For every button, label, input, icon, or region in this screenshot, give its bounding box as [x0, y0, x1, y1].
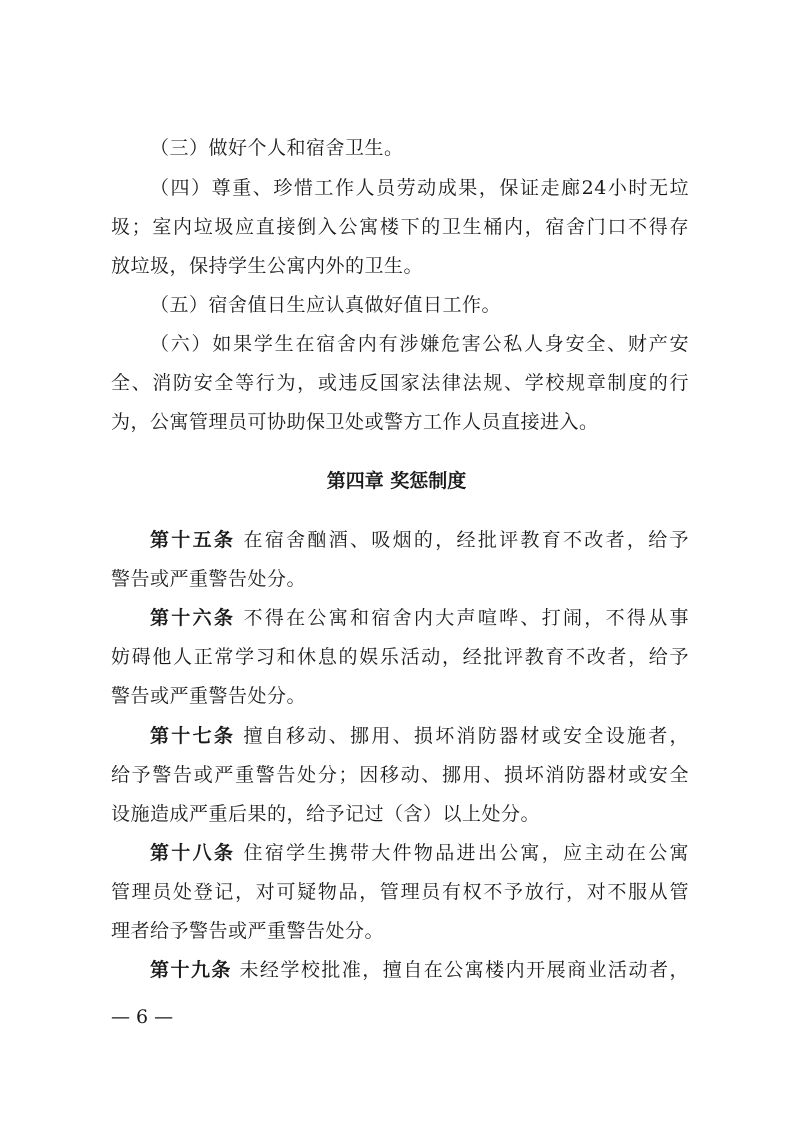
paragraph-6-line-1: （六）如果学生在宿舍内有涉嫌危害公私人身安全、财产安 — [150, 333, 689, 355]
paragraph-6-line-3: 为，公寓管理员可协助保卫处或警方工作人员直接进入。 — [111, 411, 599, 433]
article-15-line-1 — [150, 527, 689, 553]
article-19-text: 未经学校批准，擅自在公寓楼内开展商业活动者， — [231, 959, 689, 981]
article-17-text: 擅自移动、挪用、损坏消防器材或安全设施者， — [235, 725, 689, 747]
paragraph-4-line-1: （四）尊重、珍惜工作人员劳动成果，保证走廊24小时无垃 — [150, 177, 689, 199]
article-17-line-3: 设施造成严重后果的，给予记过（含）以上处分。 — [111, 803, 541, 825]
article-16-line-2: 妨碍他人正常学习和休息的娱乐活动，经批评教育不改者，给予 — [111, 646, 689, 668]
paragraph-3-line-1: （三）做好个人和宿舍卫生。 — [150, 137, 404, 159]
article-15-line-2: 警告或严重警告处分。 — [111, 568, 307, 590]
article-19-label: 第十九条 — [150, 959, 232, 981]
paragraph-5-line-1: （五）宿舍值日生应认真做好值日工作。 — [150, 294, 502, 316]
article-18-line-1 — [150, 840, 689, 866]
paragraph-4-line-3: 放垃圾，保持学生公寓内外的卫生。 — [111, 255, 424, 277]
article-16-label: 第十六条 — [150, 607, 236, 629]
article-16-text: 不得在公寓和宿舍内大声喧哗、打闹，不得从事 — [235, 607, 689, 629]
article-19-line-1 — [150, 957, 689, 983]
article-16-line-1 — [150, 605, 689, 631]
page-number: — 6 — — [111, 1006, 174, 1028]
article-17-line-1 — [150, 723, 689, 749]
article-18-line-3: 理者给予警告或严重警告处分。 — [111, 920, 385, 942]
article-15-label: 第十五条 — [150, 529, 236, 551]
article-17-line-2: 给予警告或严重警告处分；因移动、挪用、损坏消防器材或安全 — [111, 764, 689, 786]
paragraph-4-line-2: 圾；室内垃圾应直接倒入公寓楼下的卫生桶内，宿舍门口不得存 — [111, 216, 689, 238]
article-18-label: 第十八条 — [150, 842, 236, 864]
article-18-text: 住宿学生携带大件物品进出公寓，应主动在公寓 — [235, 842, 689, 864]
article-18-line-2: 管理员处登记，对可疑物品，管理员有权不予放行，对不服从管 — [111, 881, 689, 903]
article-16-line-3: 警告或严重警告处分。 — [111, 685, 307, 707]
paragraph-6-line-2: 全、消防安全等行为，或违反国家法律法规、学校规章制度的行 — [111, 372, 689, 394]
chapter-heading: 第四章 奖惩制度 — [326, 470, 467, 492]
article-15-text: 在宿舍酗酒、吸烟的，经批评教育不改者，给予 — [235, 529, 689, 551]
article-17-label: 第十七条 — [150, 725, 236, 747]
